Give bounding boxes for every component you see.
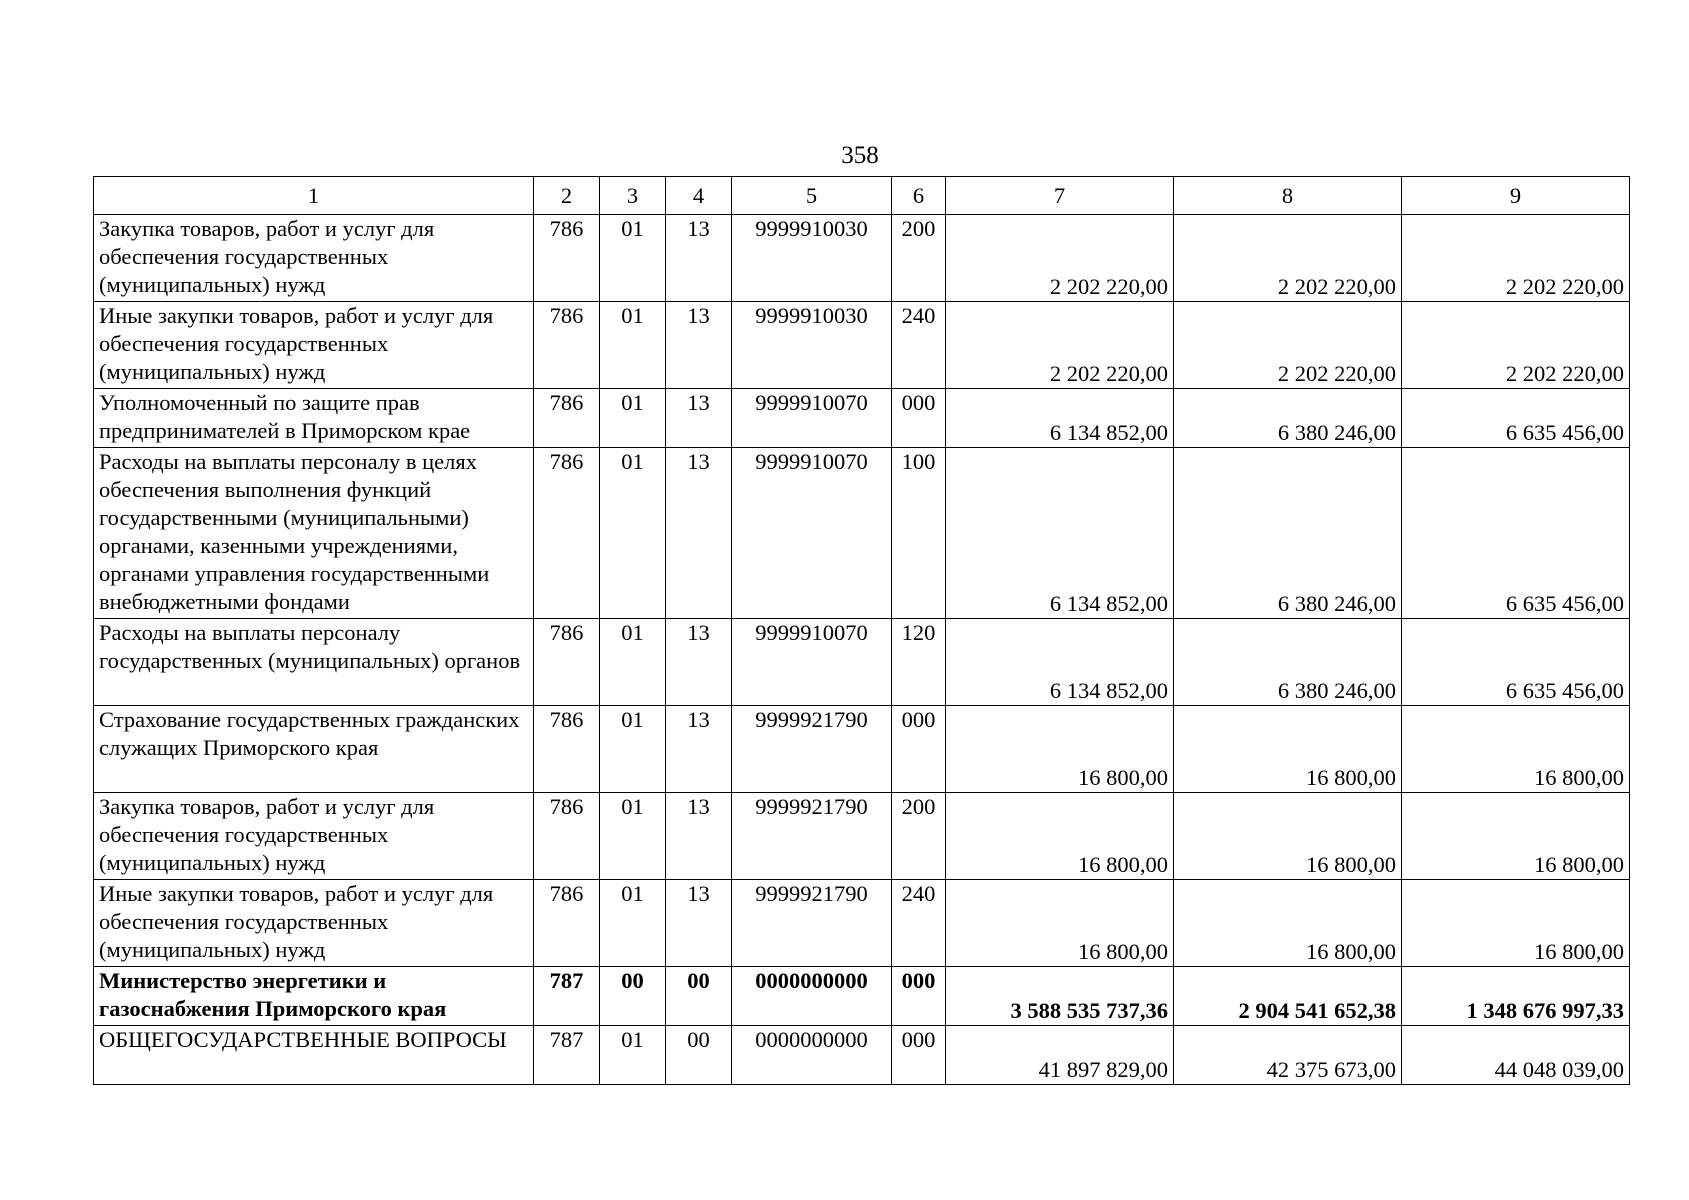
code-cell: 01 — [600, 1026, 666, 1085]
row-name-cell: ОБЩЕГОСУДАРСТВЕННЫЕ ВОПРОСЫ — [94, 1026, 534, 1085]
table-row — [94, 302, 1630, 389]
code-cell: 9999921790 — [732, 706, 892, 793]
table-row — [94, 215, 1630, 302]
code-cell: 13 — [666, 302, 732, 389]
table-row — [94, 619, 1630, 706]
code-cell: 13 — [666, 215, 732, 302]
code-cell: 786 — [534, 448, 600, 619]
header-cell: 2 — [534, 177, 600, 215]
code-cell: 9999921790 — [732, 880, 892, 967]
amount-cell: 6 380 246,00 — [1174, 389, 1402, 448]
amount-cell: 2 202 220,00 — [946, 215, 1174, 302]
code-cell: 01 — [600, 619, 666, 706]
table-row — [94, 706, 1630, 793]
amount-cell: 2 202 220,00 — [946, 302, 1174, 389]
code-cell: 01 — [600, 215, 666, 302]
amount-cell: 2 202 220,00 — [1402, 302, 1630, 389]
header-cell: 1 — [94, 177, 534, 215]
amount-cell: 6 635 456,00 — [1402, 448, 1630, 619]
code-cell: 9999910070 — [732, 389, 892, 448]
header-cell: 5 — [732, 177, 892, 215]
amount-cell: 16 800,00 — [1174, 706, 1402, 793]
row-name-cell: Закупка товаров, работ и услуг для обеспечения государственных (муниципальных) нужд — [94, 215, 534, 302]
amount-cell: 16 800,00 — [1402, 793, 1630, 880]
code-cell: 786 — [534, 215, 600, 302]
row-name-cell: Иные закупки товаров, работ и услуг для обеспечения государственных (муниципальных) нужд — [94, 880, 534, 967]
header-cell: 8 — [1174, 177, 1402, 215]
code-cell: 9999910070 — [732, 448, 892, 619]
code-cell: 9999910030 — [732, 215, 892, 302]
amount-cell: 16 800,00 — [946, 793, 1174, 880]
code-cell: 00 — [600, 967, 666, 1026]
code-cell: 13 — [666, 619, 732, 706]
code-cell: 786 — [534, 880, 600, 967]
page-number: 358 — [841, 142, 879, 169]
table-row — [94, 880, 1630, 967]
code-cell: 0000000000 — [732, 1026, 892, 1085]
code-cell: 13 — [666, 880, 732, 967]
code-cell: 200 — [892, 793, 946, 880]
code-cell: 000 — [892, 967, 946, 1026]
budget-table — [93, 176, 1630, 1085]
amount-cell: 6 380 246,00 — [1174, 448, 1402, 619]
amount-cell: 44 048 039,00 — [1402, 1026, 1630, 1085]
code-cell: 200 — [892, 215, 946, 302]
amount-cell: 6 635 456,00 — [1402, 619, 1630, 706]
code-cell: 13 — [666, 448, 732, 619]
code-cell: 786 — [534, 389, 600, 448]
amount-cell: 16 800,00 — [946, 880, 1174, 967]
code-cell: 13 — [666, 389, 732, 448]
code-cell: 786 — [534, 619, 600, 706]
amount-cell: 6 380 246,00 — [1174, 619, 1402, 706]
amount-cell: 2 202 220,00 — [1174, 215, 1402, 302]
amount-cell: 2 904 541 652,38 — [1174, 967, 1402, 1026]
amount-cell: 3 588 535 737,36 — [946, 967, 1174, 1026]
row-name-cell: Министерство энергетики и газоснабжения Приморского края — [94, 967, 534, 1026]
row-name-cell: Закупка товаров, работ и услуг для обеспечения государственных (муниципальных) нужд — [94, 793, 534, 880]
code-cell: 01 — [600, 389, 666, 448]
code-cell: 00 — [666, 1026, 732, 1085]
row-name-cell: Расходы на выплаты персоналу в целях обеспечения выполнения функций государственными (муниципальными) органами, казенными учреждениями, органами управления государственными внебюджетными фондами — [94, 448, 534, 619]
code-cell: 9999910070 — [732, 619, 892, 706]
amount-cell: 2 202 220,00 — [1174, 302, 1402, 389]
amount-cell: 42 375 673,00 — [1174, 1026, 1402, 1085]
code-cell: 240 — [892, 302, 946, 389]
code-cell: 786 — [534, 706, 600, 793]
table-row-total — [94, 967, 1630, 1026]
header-cell: 4 — [666, 177, 732, 215]
amount-cell: 6 134 852,00 — [946, 619, 1174, 706]
code-cell: 100 — [892, 448, 946, 619]
code-cell: 787 — [534, 1026, 600, 1085]
amount-cell: 6 134 852,00 — [946, 389, 1174, 448]
code-cell: 786 — [534, 793, 600, 880]
amount-cell: 41 897 829,00 — [946, 1026, 1174, 1085]
amount-cell: 16 800,00 — [946, 706, 1174, 793]
table-row — [94, 389, 1630, 448]
code-cell: 01 — [600, 302, 666, 389]
code-cell: 120 — [892, 619, 946, 706]
code-cell: 787 — [534, 967, 600, 1026]
code-cell: 01 — [600, 706, 666, 793]
header-cell: 3 — [600, 177, 666, 215]
table-row — [94, 793, 1630, 880]
row-name-cell: Страхование государственных гражданских служащих Приморского края — [94, 706, 534, 793]
code-cell: 9999921790 — [732, 793, 892, 880]
row-name-cell: Расходы на выплаты персоналу государственных (муниципальных) органов — [94, 619, 534, 706]
row-name-cell: Уполномоченный по защите прав предпринимателей в Приморском крае — [94, 389, 534, 448]
amount-cell: 16 800,00 — [1174, 880, 1402, 967]
code-cell: 13 — [666, 706, 732, 793]
table-row — [94, 448, 1630, 619]
code-cell: 240 — [892, 880, 946, 967]
code-cell: 01 — [600, 793, 666, 880]
code-cell: 01 — [600, 880, 666, 967]
amount-cell: 16 800,00 — [1402, 706, 1630, 793]
table-row — [94, 1026, 1630, 1085]
code-cell: 00 — [666, 967, 732, 1026]
header-cell: 6 — [892, 177, 946, 215]
code-cell: 000 — [892, 389, 946, 448]
code-cell: 0000000000 — [732, 967, 892, 1026]
header-cell: 7 — [946, 177, 1174, 215]
table-header-row — [94, 177, 1630, 215]
amount-cell: 16 800,00 — [1402, 880, 1630, 967]
code-cell: 01 — [600, 448, 666, 619]
header-cell: 9 — [1402, 177, 1630, 215]
row-name-cell: Иные закупки товаров, работ и услуг для обеспечения государственных (муниципальных) нужд — [94, 302, 534, 389]
amount-cell: 16 800,00 — [1174, 793, 1402, 880]
code-cell: 9999910030 — [732, 302, 892, 389]
amount-cell: 6 134 852,00 — [946, 448, 1174, 619]
amount-cell: 1 348 676 997,33 — [1402, 967, 1630, 1026]
code-cell: 000 — [892, 706, 946, 793]
amount-cell: 2 202 220,00 — [1402, 215, 1630, 302]
code-cell: 000 — [892, 1026, 946, 1085]
amount-cell: 6 635 456,00 — [1402, 389, 1630, 448]
code-cell: 786 — [534, 302, 600, 389]
code-cell: 13 — [666, 793, 732, 880]
